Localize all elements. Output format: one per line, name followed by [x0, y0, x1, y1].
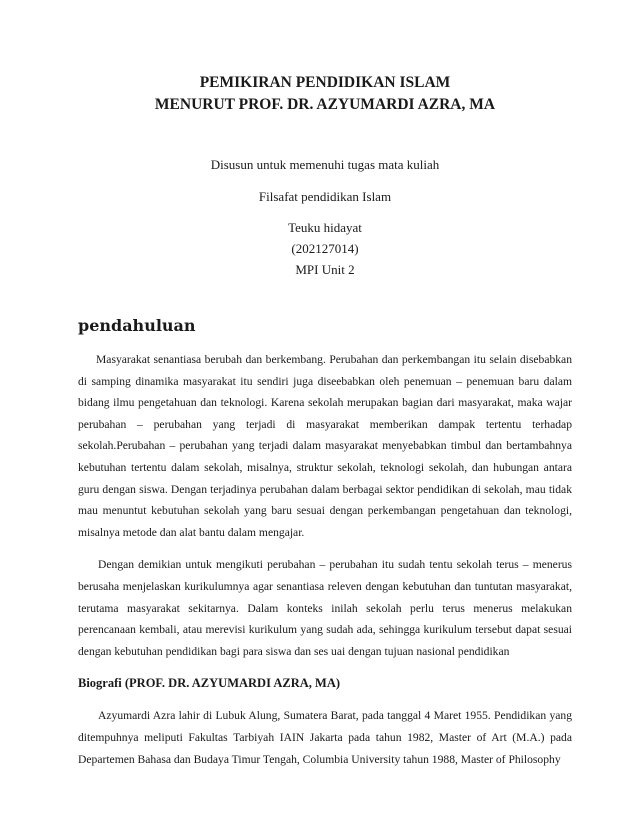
introduction-paragraph-1: Masyarakat senantiasa berubah dan berkembang. Perubahan dan perkembangan itu selain disebabkan di samping dinamika masyarakat itu sendiri juga diseebabkan oleh penemuan – penemuan baru dalam bidang ilmu pengetahuan dan teknologi. Karena sekolah merupakan bagian dari masyarakat, maka wajar perubahan – perubahan yang terjadi di masyarakat memberikan dampak tertentu terhadap sekolah.Perubahan – perubahan yang terjadi dalam masyarakat menyebabkan timbul dan bertambahnya kebutuhan tertentu dalam sekolah, misalnya, struktur sekolah, teknologi sekolah, dan hubungan antara guru dengan siswa. Dengan terjadinya perubahan dalam berbagai sektor pendidikan di sekolah, mau tidak mau menuntut kebutuhan sekolah yang baru sesuai dengan perkembangan pengetahuan dan teknologi, misalnya metode dan alat bantu dalam mengajar. — [78, 353, 572, 539]
author-name: Teuku hidayat — [288, 220, 362, 235]
class-unit: MPI Unit 2 — [295, 262, 355, 277]
biography-subject-name: (PROF. DR. AZYUMARDI AZRA, MA) — [124, 676, 341, 691]
introduction-paragraph-2: Dengan demikian untuk mengikuti perubahan – perubahan itu sudah tentu sekolah terus – menerus berusaha menjelaskan kurikulumnya agar senantiasa releven dengan kebutuhan dan tuntutan masyarakat, terutama masyarakat sekitarnya. Dalam konteks inilah sekolah perlu terus menerus melakukan perencanaan kembali, atau merevisi kurikulum yang sudah ada, sehingga kurikulum tersebut dapat sesuai dengan kebutuhan pendidikan bagi para siswa dan ses uai dengan tujuan nasional pendidikan — [78, 558, 572, 658]
document-title-line-1: PEMIKIRAN PENDIDIKAN ISLAM — [199, 74, 451, 91]
document-title-line-2: MENURUT PROF. DR. AZYUMARDI AZRA, MA — [154, 96, 496, 113]
assignment-purpose: Disusun untuk memenuhi tugas mata kuliah — [210, 157, 440, 172]
biography-paragraph: Azyumardi Azra lahir di Lubuk Alung, Sumatera Barat, pada tanggal 4 Maret 1955. Pendidikan yang ditempuhnya meliputi Fakultas Tarbiyah IAIN Jakarta pada tahun 1982, Master of Art (M.A.) pada Departemen Bahasa dan Budaya Timur Tengah, Columbia University tahun 1988, Master of Philosophy — [78, 709, 572, 766]
student-id: (202127014) — [291, 241, 359, 256]
course-name: Filsafat pendidikan Islam — [258, 189, 392, 204]
section-heading-introduction: pendahuluan — [78, 316, 196, 335]
biography-heading — [78, 674, 572, 692]
biography-label: Biografi — [78, 676, 122, 691]
